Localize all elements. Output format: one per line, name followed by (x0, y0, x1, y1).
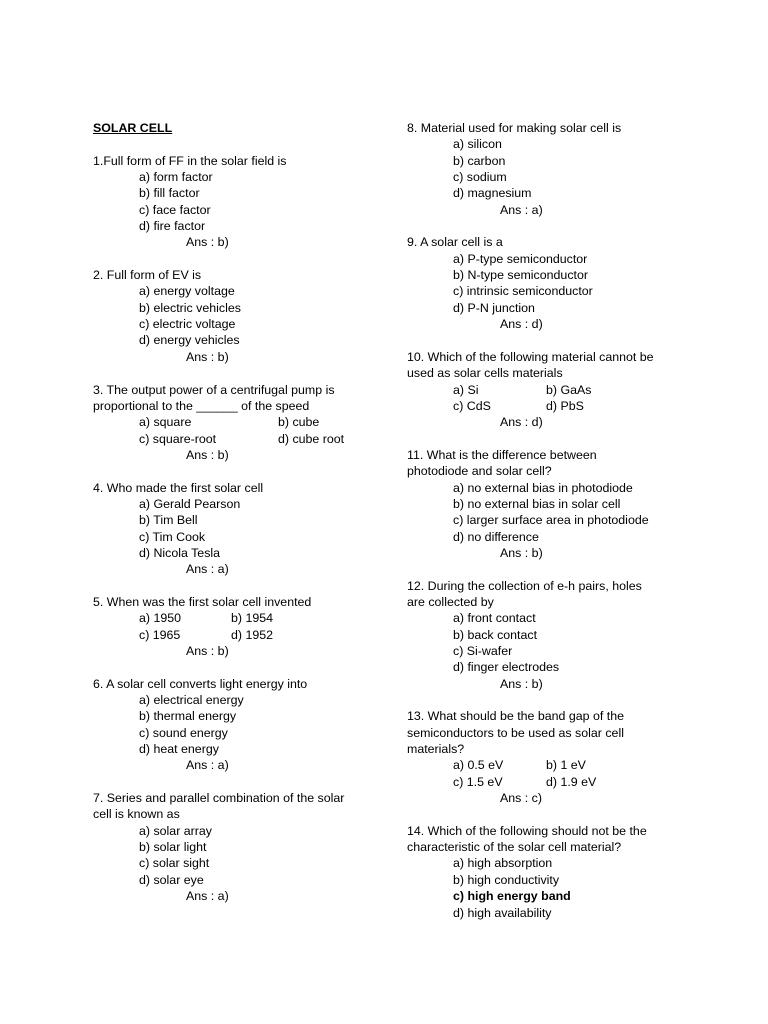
option-c: c) high energy band (453, 889, 571, 904)
option-a: a) 0.5 eV (453, 758, 504, 773)
question-text: 10. Which of the following material cannot be (407, 349, 654, 364)
answer: Ans : b) (186, 447, 229, 462)
question-1 (93, 153, 383, 251)
question-text: 9. A solar cell is a (407, 235, 503, 250)
answer: Ans : c) (500, 791, 542, 806)
question-text-cont: materials? (407, 742, 465, 757)
option-c: c) face factor (139, 202, 211, 217)
option-d: d) solar eye (139, 872, 204, 887)
option-c: c) Tim Cook (139, 529, 206, 544)
option-b: b) 1954 (231, 611, 274, 626)
question-12 (407, 578, 707, 692)
question-11 (407, 447, 707, 561)
question-text-cont: used as solar cells materials (407, 366, 563, 381)
option-c: c) 1965 (139, 627, 181, 642)
option-d: d) 1952 (231, 627, 274, 642)
option-d: d) magnesium (453, 186, 532, 201)
option-b: b) fill factor (139, 186, 200, 201)
option-d: d) P-N junction (453, 300, 535, 315)
question-text: 3. The output power of a centrifugal pump is (93, 382, 335, 397)
option-c: c) square-root (139, 431, 217, 446)
option-row-ab (93, 610, 383, 626)
option-a: a) square (139, 415, 192, 430)
answer: Ans : b) (186, 235, 229, 250)
option-b: b) carbon (453, 153, 506, 168)
option-a: a) Gerald Pearson (139, 496, 241, 511)
option-row-ab (93, 414, 383, 430)
question-8 (407, 120, 707, 218)
option-a: a) silicon (453, 137, 502, 152)
option-a: a) solar array (139, 823, 212, 838)
option-c: c) solar sight (139, 856, 210, 871)
option-row-ab (407, 757, 707, 773)
question-text: 4. Who made the first solar cell (93, 480, 264, 495)
option-b: b) 1 eV (546, 758, 586, 773)
option-b: b) cube (278, 415, 320, 430)
option-a: a) P-type semiconductor (453, 251, 588, 266)
answer: Ans : a) (186, 562, 229, 577)
option-d: d) no difference (453, 529, 539, 544)
answer: Ans : a) (186, 758, 229, 773)
question-text: 1.Full form of FF in the solar field is (93, 153, 287, 168)
question-text-cont: characteristic of the solar cell material? (407, 840, 622, 855)
question-10 (407, 349, 707, 431)
option-a: a) 1950 (139, 611, 182, 626)
option-row-cd (93, 627, 383, 643)
right-column (407, 120, 707, 921)
option-b: b) no external bias in solar cell (453, 496, 621, 511)
option-c: c) 1.5 eV (453, 774, 503, 789)
question-text-cont: cell is known as (93, 807, 180, 822)
option-d: d) fire factor (139, 219, 206, 234)
option-c: c) intrinsic semiconductor (453, 284, 593, 299)
question-text: 11. What is the difference between (407, 447, 597, 462)
question-text: 8. Material used for making solar cell is (407, 121, 622, 135)
option-a: a) front contact (453, 611, 536, 626)
question-9 (407, 234, 707, 332)
option-d: d) heat energy (139, 742, 219, 757)
question-13 (407, 708, 707, 806)
question-text: 6. A solar cell converts light energy into (93, 676, 308, 691)
option-b: b) back contact (453, 627, 538, 642)
option-b: b) solar light (139, 840, 207, 855)
option-row-cd (407, 774, 707, 790)
option-d: d) PbS (546, 398, 584, 413)
question-text: 5. When was the first solar cell invented (93, 594, 312, 609)
answer: Ans : b) (500, 676, 543, 691)
option-d: d) Nicola Tesla (139, 545, 221, 560)
question-text-cont: photodiode and solar cell? (407, 464, 552, 479)
option-a: a) Si (453, 382, 479, 397)
question-6 (93, 676, 383, 774)
option-a: a) electrical energy (139, 693, 244, 708)
option-d: d) cube root (278, 431, 345, 446)
question-2 (93, 267, 383, 365)
question-text: 7. Series and parallel combination of the solar (93, 791, 345, 806)
left-column (93, 120, 383, 905)
option-a: a) form factor (139, 170, 213, 185)
option-c: c) larger surface area in photodiode (453, 513, 649, 528)
option-b: b) high conductivity (453, 872, 560, 887)
question-3 (93, 382, 383, 464)
option-a: a) energy voltage (139, 284, 235, 299)
option-a: a) high absorption (453, 856, 553, 871)
question-text: 12. During the collection of e-h pairs, holes (407, 578, 642, 593)
question-text-cont: semiconductors to be used as solar cell (407, 725, 624, 740)
option-d: d) 1.9 eV (546, 774, 597, 789)
option-c: c) CdS (453, 398, 491, 413)
option-row-cd (407, 398, 707, 414)
question-14 (407, 823, 707, 921)
option-a: a) no external bias in photodiode (453, 480, 633, 495)
answer: Ans : d) (500, 317, 543, 332)
option-c: c) electric voltage (139, 317, 236, 332)
answer: Ans : b) (186, 349, 229, 364)
option-c: c) Si-wafer (453, 644, 513, 658)
option-c: c) sound energy (139, 725, 228, 740)
option-d: d) finger electrodes (453, 660, 560, 675)
question-text: 14. Which of the following should not be the (407, 823, 647, 838)
document-title: SOLAR CELL (93, 121, 173, 135)
question-text: 13. What should be the band gap of the (407, 709, 624, 724)
option-row-cd (93, 431, 383, 447)
question-text-cont: are collected by (407, 594, 494, 609)
option-d: d) energy vehicles (139, 333, 240, 348)
option-b: b) thermal energy (139, 709, 237, 724)
option-row-ab (407, 382, 707, 398)
option-b: b) Tim Bell (139, 513, 198, 528)
question-7 (93, 790, 383, 904)
question-text-cont: proportional to the ______ of the speed (93, 398, 310, 413)
question-4 (93, 480, 383, 578)
answer: Ans : a) (186, 889, 229, 904)
answer: Ans : b) (500, 545, 543, 560)
answer: Ans : d) (500, 415, 543, 430)
option-b: b) electric vehicles (139, 300, 241, 315)
question-text: 2. Full form of EV is (93, 268, 202, 283)
option-c: c) sodium (453, 170, 507, 185)
question-5 (93, 594, 383, 659)
answer: Ans : b) (186, 644, 229, 658)
option-b: b) N-type semiconductor (453, 268, 588, 283)
option-b: b) GaAs (546, 382, 592, 397)
option-d: d) high availability (453, 905, 552, 920)
answer: Ans : a) (500, 202, 543, 217)
